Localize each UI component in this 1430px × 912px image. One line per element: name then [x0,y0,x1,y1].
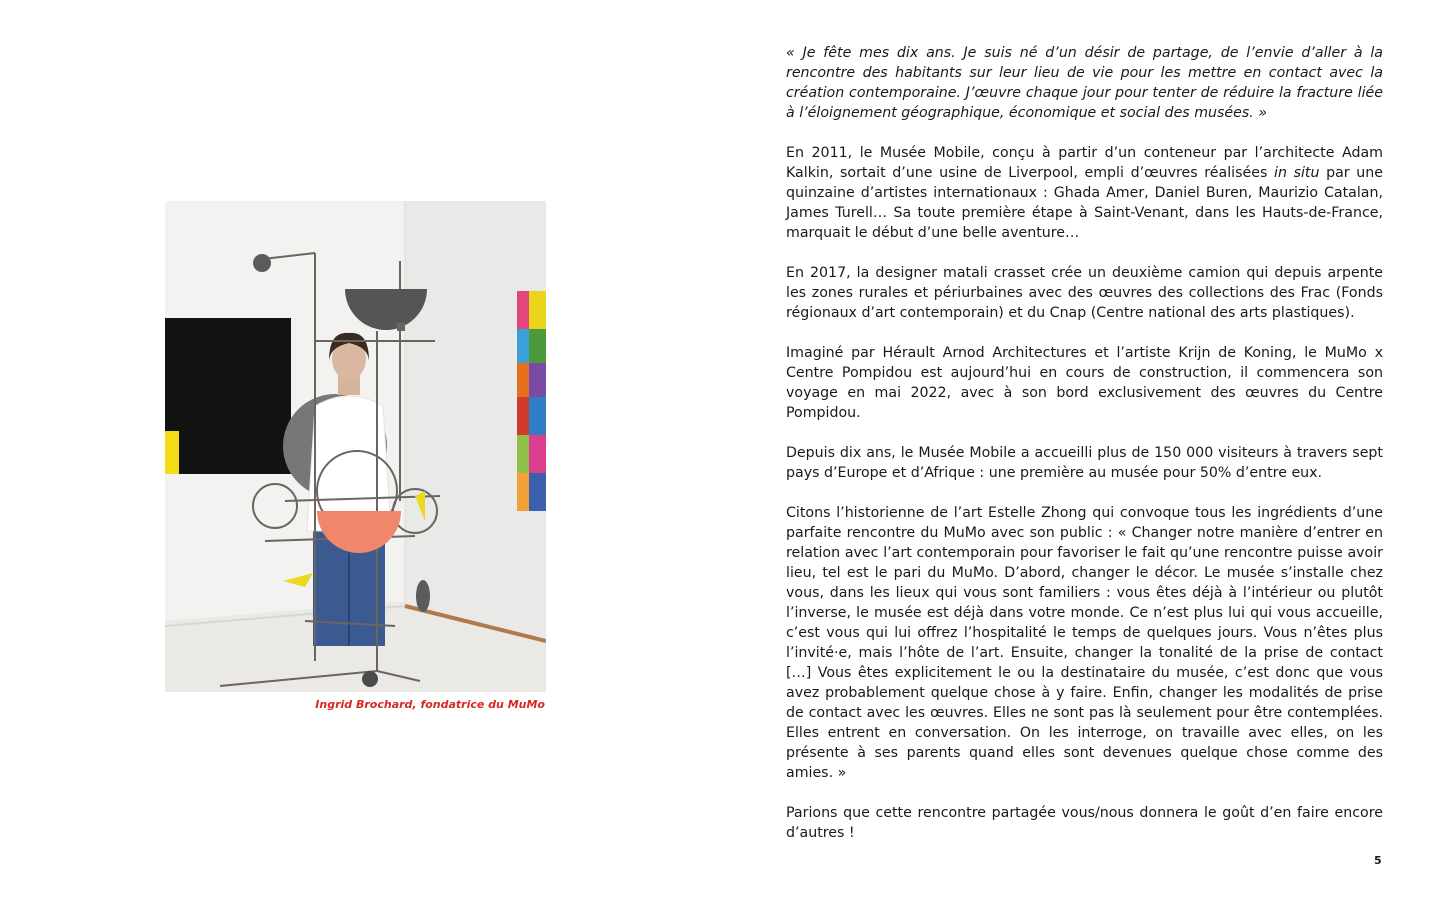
sculpture-illustration [165,201,546,692]
paragraph-2011-part-b: par une quinzaine d’artistes internationaux : Ghada Amer, Daniel Buren, Maurizio Catalan, James Turell… Sa toute première étape à Saint-Venant, dans les Hauts-de-France, marquait le début d’une belle aventure… [786,165,1383,241]
photo-caption: Ingrid Brochard, fondatrice du MuMo [315,698,545,711]
intro-quote: « Je fête mes dix ans. Je suis né d’un désir de partage, de l’envie d’aller à la rencontre des habitants sur leur lieu de vie pour les mettre en contact avec la création contemporaine. J’œuvre chaque jour pour tenter de réduire la fracture liée à l’éloignement géographique, économique et social des musées. » [786,45,1383,121]
paragraph-2017: En 2017, la designer matali crasset crée un deuxième camion qui depuis arpente les zones rurales et périurbaines avec des œuvres des collections des Frac (Fonds régionaux d’art contemporain) et du Cnap (Centre national des arts plastiques). [786,265,1383,321]
article-body [786,43,1383,863]
paragraph-estelle-zhong: Citons l’historienne de l’art Estelle Zhong qui convoque tous les ingrédients d’une parfaite rencontre du MuMo avec son public : « Changer notre manière d’entrer en relation avec l’art contemporain pour favoriser le fait qu’une rencontre puisse avoir lieu, tel est le pari du MuMo. D’abord, changer le décor. Le musée s’installe chez vous, dans les lieux qui vous sont familiers : vous êtes déjà à l’intérieur ou plutôt l’inverse, le musée est déjà dans votre monde. Ce n’est plus lui qui vous accueille, c’est vous qui lui offrez l’hospitalité le temps de quelques jours. Vous n’êtes plus l’invité·e, mais l’hôte de l’art. Ensuite, changer la tonalité de la prise de contact […] Vous êtes explicitement le ou la destinataire du musée, c’est donc que vous avez probablement quelque chose à y faire. Enfin, changer les modalités de prise de contact avec les œuvres. Elles ne sont pas là seulement pour être contemplées. Elles entrent en conversation. On les interroge, on travaille avec elles, on les présente à ses parents quand elles sont devenues quelque chose comme des amies. » [786,505,1383,781]
in-situ-emphasis: in situ [1274,165,1320,181]
portrait-photo [165,201,546,692]
paragraph-closing: Parions que cette rencontre partagée vous/nous donnera le goût d’en faire encore d’autres ! [786,805,1383,841]
page-number: 5 [1374,854,1382,867]
paragraph-visitors: Depuis dix ans, le Musée Mobile a accueilli plus de 150 000 visiteurs à travers sept pays d’Europe et d’Afrique : une première au musée pour 50% d’entre eux. [786,445,1383,481]
paragraph-2011 [786,143,1383,243]
paragraph-pompidou: Imaginé par Hérault Arnod Architectures et l’artiste Krijn de Koning, le MuMo x Centre Pompidou est aujourd’hui en cours de construction, il commencera son voyage en mai 2022, avec à son bord exclusivement des œuvres du Centre Pompidou. [786,345,1383,421]
paragraph-2011-part-a: En 2011, le Musée Mobile, conçu à partir d’un conteneur par l’architecte Adam Kalkin, sortait d’une usine de Liverpool, empli d’œuvres réalisées [786,145,1383,181]
